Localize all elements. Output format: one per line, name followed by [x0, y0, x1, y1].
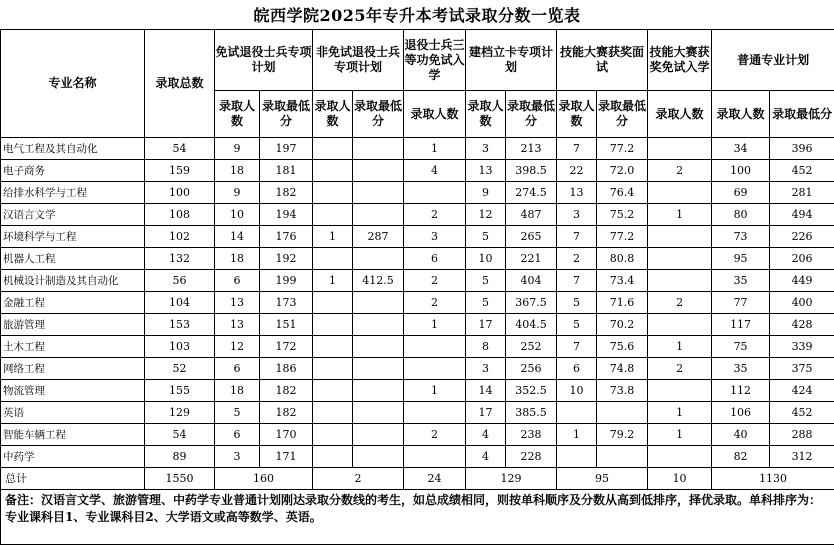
skills-exempt-count [648, 226, 712, 248]
major-name: 物流管理 [1, 380, 145, 402]
header-count: 录取人数 [712, 91, 770, 138]
regular-count: 95 [712, 248, 770, 270]
regular-min: 396 [770, 138, 834, 160]
major-name: 电气工程及其自动化 [1, 138, 145, 160]
exempt-veteran-count: 18 [215, 380, 260, 402]
nonexempt-veteran-min [353, 160, 404, 182]
exempt-veteran-count: 13 [215, 314, 260, 336]
exempt-veteran-min: 171 [260, 446, 313, 468]
table-row [1, 204, 834, 226]
regular-min: 375 [770, 358, 834, 380]
major-name: 给排水科学与工程 [1, 182, 145, 204]
veteran-merit-count: 2 [404, 292, 466, 314]
header-count: 录取人数 [557, 91, 597, 138]
poverty-plan-count: 9 [466, 182, 506, 204]
skills-interview-min: 79.2 [597, 424, 648, 446]
exempt-veteran-count: 9 [215, 182, 260, 204]
major-name: 网络工程 [1, 358, 145, 380]
regular-min: 339 [770, 336, 834, 358]
nonexempt-veteran-min [353, 314, 404, 336]
exempt-veteran-min: 186 [260, 358, 313, 380]
regular-min: 424 [770, 380, 834, 402]
total-count: 153 [145, 314, 215, 336]
skills-exempt-count: 1 [648, 424, 712, 446]
header-count: 录取人数 [648, 91, 712, 138]
regular-count: 117 [712, 314, 770, 336]
regular-count: 75 [712, 336, 770, 358]
poverty-plan-count: 14 [466, 380, 506, 402]
nonexempt-veteran-count [313, 424, 353, 446]
nonexempt-veteran-count [313, 358, 353, 380]
table-row [1, 270, 834, 292]
skills-interview-min: 72.0 [597, 160, 648, 182]
exempt-veteran-min: 181 [260, 160, 313, 182]
regular-min: 312 [770, 446, 834, 468]
skills-interview-min [597, 446, 648, 468]
nonexempt-veteran-min [353, 248, 404, 270]
total-count: 89 [145, 446, 215, 468]
header-count: 录取人数 [466, 91, 506, 138]
total-count: 100 [145, 182, 215, 204]
skills-interview-min: 75.2 [597, 204, 648, 226]
exempt-veteran-count: 6 [215, 270, 260, 292]
table-row [1, 226, 834, 248]
poverty-plan-min: 265 [506, 226, 557, 248]
poverty-plan-count: 5 [466, 270, 506, 292]
major-name: 金融工程 [1, 292, 145, 314]
regular-count: 35 [712, 358, 770, 380]
nonexempt-veteran-count [313, 314, 353, 336]
veteran-merit-count: 2 [404, 204, 466, 226]
exempt-veteran-count: 14 [215, 226, 260, 248]
veteran-merit-count [404, 358, 466, 380]
total-count: 54 [145, 424, 215, 446]
header-min-score: 录取最低分 [506, 91, 557, 138]
nonexempt-veteran-count [313, 204, 353, 226]
exempt-veteran-min: 182 [260, 380, 313, 402]
skills-interview-min: 77.2 [597, 226, 648, 248]
total-count: 103 [145, 336, 215, 358]
skills-interview-count: 3 [557, 204, 597, 226]
total-exempt-veteran: 160 [215, 468, 313, 490]
regular-min: 400 [770, 292, 834, 314]
page-title: 皖西学院2025年专升本考试录取分数一览表 [0, 3, 834, 26]
skills-exempt-count [648, 270, 712, 292]
major-name: 旅游管理 [1, 314, 145, 336]
total-count: 102 [145, 226, 215, 248]
regular-count: 100 [712, 160, 770, 182]
table-body [1, 138, 834, 468]
poverty-plan-count: 17 [466, 314, 506, 336]
header-group-regular: 普通专业计划 [712, 30, 834, 91]
skills-interview-min: 70.2 [597, 314, 648, 336]
exempt-veteran-min: 192 [260, 248, 313, 270]
poverty-plan-count: 17 [466, 402, 506, 424]
nonexempt-veteran-count [313, 292, 353, 314]
total-count: 155 [145, 380, 215, 402]
header-count: 录取人数 [215, 91, 260, 138]
nonexempt-veteran-count [313, 402, 353, 424]
poverty-plan-count: 10 [466, 248, 506, 270]
total-regular: 1130 [712, 468, 834, 490]
poverty-plan-min: 228 [506, 446, 557, 468]
poverty-plan-count: 8 [466, 336, 506, 358]
major-name: 电子商务 [1, 160, 145, 182]
skills-exempt-count [648, 446, 712, 468]
skills-interview-min: 75.6 [597, 336, 648, 358]
skills-exempt-count [648, 380, 712, 402]
poverty-plan-min: 252 [506, 336, 557, 358]
table-row [1, 358, 834, 380]
nonexempt-veteran-min [353, 424, 404, 446]
total-skills-exempt: 10 [648, 468, 712, 490]
header-min-score: 录取最低分 [770, 91, 834, 138]
skills-interview-min: 73.8 [597, 380, 648, 402]
veteran-merit-count [404, 336, 466, 358]
total-count: 104 [145, 292, 215, 314]
veteran-merit-count: 1 [404, 138, 466, 160]
header-min-score: 录取最低分 [260, 91, 313, 138]
nonexempt-veteran-min [353, 380, 404, 402]
exempt-veteran-min: 170 [260, 424, 313, 446]
header-count: 录取人数 [404, 91, 466, 138]
skills-interview-count: 7 [557, 270, 597, 292]
major-name: 机器人工程 [1, 248, 145, 270]
header-group-exempt-veteran: 免试退役士兵专项计划 [215, 30, 313, 91]
skills-exempt-count [648, 138, 712, 160]
major-name: 环境科学与工程 [1, 226, 145, 248]
total-count: 132 [145, 248, 215, 270]
nonexempt-veteran-min [353, 138, 404, 160]
nonexempt-veteran-min [353, 358, 404, 380]
nonexempt-veteran-count [313, 182, 353, 204]
regular-min: 494 [770, 204, 834, 226]
table-row [1, 314, 834, 336]
nonexempt-veteran-count [313, 248, 353, 270]
exempt-veteran-count: 9 [215, 138, 260, 160]
exempt-veteran-min: 173 [260, 292, 313, 314]
skills-interview-min [597, 402, 648, 424]
nonexempt-veteran-min [353, 292, 404, 314]
regular-min: 449 [770, 270, 834, 292]
skills-interview-count [557, 446, 597, 468]
skills-interview-count: 5 [557, 292, 597, 314]
exempt-veteran-min: 182 [260, 182, 313, 204]
header-total: 录取总数 [145, 30, 215, 138]
poverty-plan-count: 12 [466, 204, 506, 226]
skills-interview-count: 13 [557, 182, 597, 204]
skills-interview-count: 7 [557, 226, 597, 248]
exempt-veteran-min: 194 [260, 204, 313, 226]
skills-interview-min: 74.8 [597, 358, 648, 380]
veteran-merit-count: 1 [404, 380, 466, 402]
poverty-plan-min: 274.5 [506, 182, 557, 204]
nonexempt-veteran-min [353, 336, 404, 358]
header-group-nonexempt-veteran: 非免试退役士兵专项计划 [313, 30, 404, 91]
poverty-plan-min: 221 [506, 248, 557, 270]
poverty-plan-count: 13 [466, 160, 506, 182]
header-count: 录取人数 [313, 91, 353, 138]
exempt-veteran-min: 176 [260, 226, 313, 248]
total-count: 56 [145, 270, 215, 292]
exempt-veteran-count: 10 [215, 204, 260, 226]
skills-exempt-count: 2 [648, 292, 712, 314]
skills-exempt-count: 1 [648, 336, 712, 358]
skills-interview-min: 73.4 [597, 270, 648, 292]
veteran-merit-count: 3 [404, 226, 466, 248]
total-count: 108 [145, 204, 215, 226]
exempt-veteran-count: 5 [215, 402, 260, 424]
poverty-plan-count: 4 [466, 424, 506, 446]
table-row [1, 424, 834, 446]
nonexempt-veteran-min: 287 [353, 226, 404, 248]
poverty-plan-min: 367.5 [506, 292, 557, 314]
header-row-groups [1, 30, 834, 91]
skills-interview-count: 1 [557, 424, 597, 446]
nonexempt-veteran-min [353, 402, 404, 424]
major-name: 机械设计制造及其自动化 [1, 270, 145, 292]
total-count: 52 [145, 358, 215, 380]
header-group-skills-exempt: 技能大赛获奖免试入学 [648, 30, 712, 91]
total-veteran-merit: 24 [404, 468, 466, 490]
regular-count: 34 [712, 138, 770, 160]
poverty-plan-count: 3 [466, 358, 506, 380]
exempt-veteran-count: 13 [215, 292, 260, 314]
nonexempt-veteran-count [313, 138, 353, 160]
veteran-merit-count [404, 402, 466, 424]
nonexempt-veteran-min: 412.5 [353, 270, 404, 292]
regular-min: 288 [770, 424, 834, 446]
skills-interview-count: 7 [557, 336, 597, 358]
veteran-merit-count [404, 446, 466, 468]
nonexempt-veteran-count: 1 [313, 270, 353, 292]
poverty-plan-min: 256 [506, 358, 557, 380]
skills-interview-count: 10 [557, 380, 597, 402]
nonexempt-veteran-count [313, 380, 353, 402]
regular-count: 82 [712, 446, 770, 468]
exempt-veteran-count: 12 [215, 336, 260, 358]
table-row [1, 380, 834, 402]
exempt-veteran-count: 6 [215, 424, 260, 446]
total-label: 总计 [1, 468, 145, 490]
skills-exempt-count [648, 182, 712, 204]
total-count: 54 [145, 138, 215, 160]
poverty-plan-count: 3 [466, 138, 506, 160]
skills-exempt-count: 2 [648, 358, 712, 380]
skills-interview-count: 7 [557, 138, 597, 160]
regular-count: 69 [712, 182, 770, 204]
veteran-merit-count [404, 182, 466, 204]
nonexempt-veteran-min [353, 182, 404, 204]
major-name: 英语 [1, 402, 145, 424]
nonexempt-veteran-count [313, 160, 353, 182]
poverty-plan-min: 385.5 [506, 402, 557, 424]
total-count: 129 [145, 402, 215, 424]
major-name: 智能车辆工程 [1, 424, 145, 446]
skills-interview-count: 22 [557, 160, 597, 182]
skills-interview-min: 77.2 [597, 138, 648, 160]
total-row [1, 468, 834, 490]
regular-count: 40 [712, 424, 770, 446]
regular-min: 428 [770, 314, 834, 336]
regular-count: 80 [712, 204, 770, 226]
skills-exempt-count [648, 314, 712, 336]
major-name: 土木工程 [1, 336, 145, 358]
total-nonexempt-veteran: 2 [313, 468, 404, 490]
poverty-plan-min: 404 [506, 270, 557, 292]
exempt-veteran-count: 18 [215, 248, 260, 270]
table-row [1, 160, 834, 182]
admission-score-table [0, 29, 834, 545]
exempt-veteran-min: 172 [260, 336, 313, 358]
total-skills-interview: 95 [557, 468, 648, 490]
skills-interview-count: 6 [557, 358, 597, 380]
poverty-plan-count: 5 [466, 292, 506, 314]
table-row [1, 138, 834, 160]
nonexempt-veteran-min [353, 204, 404, 226]
veteran-merit-count: 4 [404, 160, 466, 182]
poverty-plan-count: 4 [466, 446, 506, 468]
exempt-veteran-count: 6 [215, 358, 260, 380]
poverty-plan-min: 487 [506, 204, 557, 226]
regular-min: 206 [770, 248, 834, 270]
regular-count: 106 [712, 402, 770, 424]
major-name: 汉语言文学 [1, 204, 145, 226]
table-row [1, 292, 834, 314]
exempt-veteran-min: 199 [260, 270, 313, 292]
skills-interview-count: 5 [557, 314, 597, 336]
exempt-veteran-min: 182 [260, 402, 313, 424]
nonexempt-veteran-count [313, 336, 353, 358]
total-count: 159 [145, 160, 215, 182]
table-row [1, 336, 834, 358]
exempt-veteran-count: 18 [215, 160, 260, 182]
skills-interview-min: 76.4 [597, 182, 648, 204]
header-major: 专业名称 [1, 30, 145, 138]
regular-count: 77 [712, 292, 770, 314]
table-row [1, 182, 834, 204]
table-row [1, 402, 834, 424]
header-group-skills-interview: 技能大赛获奖面试 [557, 30, 648, 91]
regular-min: 281 [770, 182, 834, 204]
regular-min: 226 [770, 226, 834, 248]
regular-min: 452 [770, 160, 834, 182]
poverty-plan-count: 5 [466, 226, 506, 248]
poverty-plan-min: 398.5 [506, 160, 557, 182]
veteran-merit-count: 2 [404, 270, 466, 292]
exempt-veteran-min: 197 [260, 138, 313, 160]
nonexempt-veteran-count: 1 [313, 226, 353, 248]
veteran-merit-count: 2 [404, 424, 466, 446]
note-row [1, 490, 834, 545]
exempt-veteran-min: 151 [260, 314, 313, 336]
veteran-merit-count: 1 [404, 314, 466, 336]
skills-exempt-count [648, 248, 712, 270]
major-name: 中药学 [1, 446, 145, 468]
skills-interview-min: 71.6 [597, 292, 648, 314]
poverty-plan-min: 352.5 [506, 380, 557, 402]
regular-min: 452 [770, 402, 834, 424]
header-min-score: 录取最低分 [597, 91, 648, 138]
regular-count: 73 [712, 226, 770, 248]
skills-interview-min: 80.8 [597, 248, 648, 270]
exempt-veteran-count: 3 [215, 446, 260, 468]
nonexempt-veteran-min [353, 446, 404, 468]
header-group-poverty-plan: 建档立卡专项计划 [466, 30, 557, 91]
table-row [1, 446, 834, 468]
regular-count: 35 [712, 270, 770, 292]
header-group-veteran-merit: 退役士兵三等功免试入学 [404, 30, 466, 91]
skills-interview-count [557, 402, 597, 424]
header-min-score: 录取最低分 [353, 91, 404, 138]
total-admitted: 1550 [145, 468, 215, 490]
skills-exempt-count: 1 [648, 204, 712, 226]
poverty-plan-min: 238 [506, 424, 557, 446]
table-row [1, 248, 834, 270]
skills-exempt-count: 2 [648, 160, 712, 182]
regular-count: 112 [712, 380, 770, 402]
skills-exempt-count: 1 [648, 402, 712, 424]
note-text: 备注：汉语言文学、旅游管理、中药学专业普通计划刚达录取分数线的考生，如总成绩相同，则按单科顺序及分数从高到低排序，择优录取。单科排序为：专业课科目1、专业课科目2、大学语文或高等数学、英语。 [1, 490, 834, 545]
poverty-plan-min: 213 [506, 138, 557, 160]
skills-interview-count: 2 [557, 248, 597, 270]
total-poverty-plan: 129 [466, 468, 557, 490]
nonexempt-veteran-count [313, 446, 353, 468]
veteran-merit-count: 6 [404, 248, 466, 270]
poverty-plan-min: 404.5 [506, 314, 557, 336]
